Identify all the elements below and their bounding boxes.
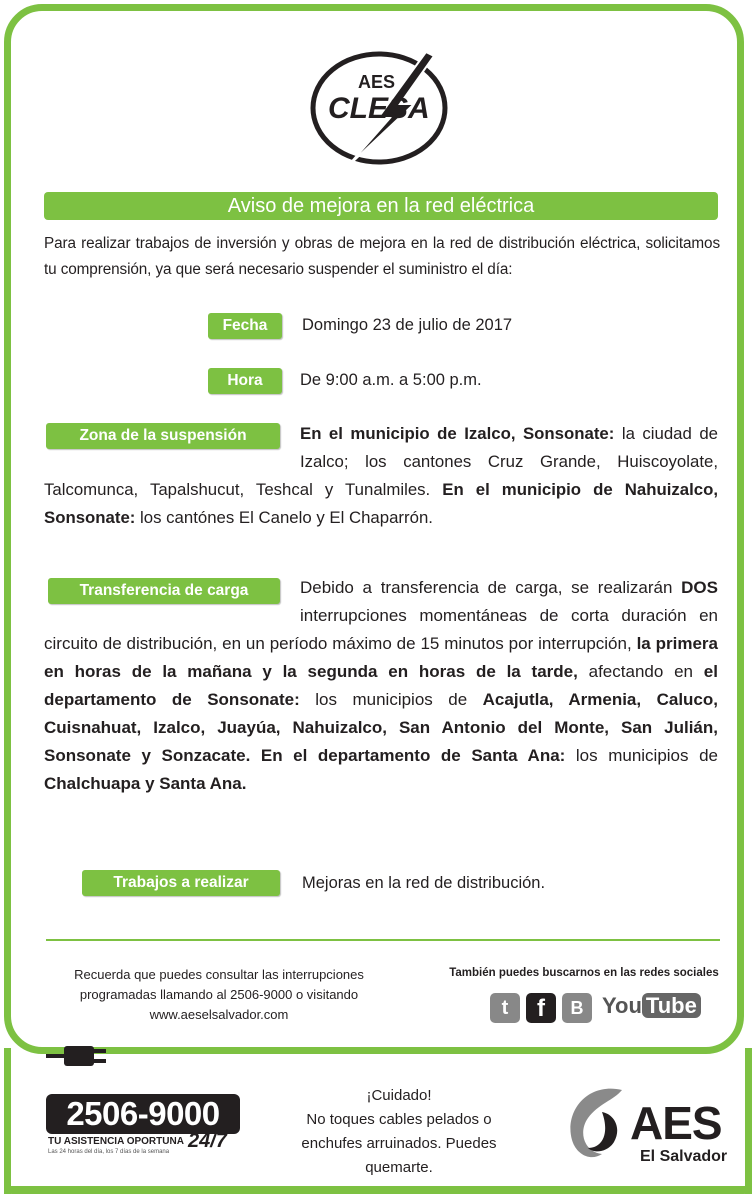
- hora-value: De 9:00 a.m. a 5:00 p.m.: [300, 371, 482, 389]
- aes-country: El Salvador: [640, 1148, 728, 1165]
- blogger-icon[interactable]: B: [562, 993, 592, 1023]
- trabajos-label: Trabajos a realizar: [82, 870, 280, 896]
- transferencia-b1: DOS: [681, 578, 718, 597]
- warning-line-1: ¡Cuidado!: [366, 1087, 432, 1104]
- aes-clesa-logo: [306, 46, 452, 170]
- logo-aes-text: AES: [358, 72, 396, 92]
- transferencia-t1: Debido a transferencia de carga, se realizarán: [300, 578, 682, 597]
- border-right-bottom: [745, 1048, 752, 1194]
- zona-label: Zona de la suspensión: [46, 423, 280, 449]
- transferencia-t3: afectando en: [577, 662, 704, 681]
- warning-line-3: enchufes arruinados. Puedes: [301, 1135, 497, 1152]
- zona-nahuizalco-detail: los cantónes El Canelo y El Chaparrón.: [135, 508, 433, 527]
- youtube-icon[interactable]: [602, 993, 701, 1019]
- phone-small-text: Las 24 horas del día, los 7 días de la semana: [48, 1149, 170, 1155]
- transferencia-t5: los municipios de: [565, 746, 718, 765]
- zona-izalco-detail: la ciudad de Izalco; los cantones Cruz Grande, Huiscoyolate, Talcomunca, Tapalshucut, Teshcal y Tunalmiles.: [44, 424, 718, 499]
- redes-sociales-text: También puedes buscarnos en las redes sociales: [449, 967, 719, 979]
- youtube-tube: Tube: [642, 993, 701, 1018]
- hora-label: Hora: [208, 368, 282, 394]
- fecha-value: Domingo 23 de julio de 2017: [302, 316, 513, 334]
- warning-line-4: quemarte.: [365, 1159, 433, 1176]
- transferencia-t4: los municipios de: [299, 690, 483, 709]
- transferencia-spacer: [44, 574, 300, 624]
- phone-247-badge: 24/7: [188, 1130, 227, 1152]
- zona-municipio-izalco: En el municipio de Izalco, Sonsonate:: [300, 424, 615, 443]
- twitter-icon[interactable]: t: [490, 993, 520, 1023]
- trabajos-value: Mejoras en la red de distribución.: [302, 874, 546, 892]
- zona-spacer: [44, 420, 300, 470]
- plug-icon: [46, 1042, 110, 1070]
- zona-municipio-nahuizalco: En el municipio de Nahuizalco, Sonsonate:: [44, 480, 718, 527]
- page-title: Aviso de mejora en la red eléctrica: [44, 192, 718, 220]
- website-link[interactable]: www.aeselsalvador.com: [149, 1007, 289, 1022]
- consulta-info: [46, 965, 392, 1025]
- intro-paragraph: Para realizar trabajos de inversión y obras de mejora en la red de distribución eléctrica, solicitamos tu comprensión, ya que será necesario suspender el suministro el día:: [44, 235, 720, 278]
- transferencia-b4: Acajutla, Armenia, Caluco, Cuisnahuat, Izalco, Juayúa, Nahuizalco, San Antonio del Monte, San Julián, Sonsonate y Sonzacate. En el departamento de Santa Ana:: [44, 690, 718, 765]
- divider: [46, 939, 720, 941]
- facebook-icon[interactable]: f: [526, 993, 556, 1023]
- warning-line-2: No toques cables pelados o: [306, 1111, 492, 1128]
- transferencia-b2: la primera en horas de la mañana y la segunda en horas de la tarde,: [44, 634, 719, 681]
- consulta-line-2: programadas llamando al 2506-9000 o visitando: [79, 987, 359, 1002]
- logo-clesa-text: CLESA: [328, 92, 430, 125]
- youtube-you: You: [602, 993, 642, 1018]
- border-bottom: [4, 1186, 752, 1194]
- transferencia-text: [44, 574, 718, 798]
- aes-brand-name: AES: [630, 1097, 722, 1149]
- transferencia-b5: Chalchuapa y Santa Ana.: [44, 774, 247, 793]
- consulta-line-1: Recuerda que puedes consultar las interrupciones: [74, 967, 364, 982]
- phone-tagline: TU ASISTENCIA OPORTUNA: [48, 1136, 184, 1147]
- fecha-label: Fecha: [208, 313, 282, 339]
- zona-text: [44, 420, 718, 532]
- transferencia-b3: el departamento de Sonsonate:: [44, 662, 718, 709]
- transferencia-label: Transferencia de carga: [48, 578, 280, 604]
- aes-swirl-logo: [562, 1082, 632, 1172]
- transferencia-t2: interrupciones momentáneas de corta duración en circuito de distribución, en un período máximo de 15 minutos por interrupción,: [44, 606, 718, 653]
- phone-number[interactable]: 2506-9000: [46, 1094, 240, 1134]
- border-left-bottom: [4, 1048, 11, 1194]
- warning-text: [276, 1084, 522, 1180]
